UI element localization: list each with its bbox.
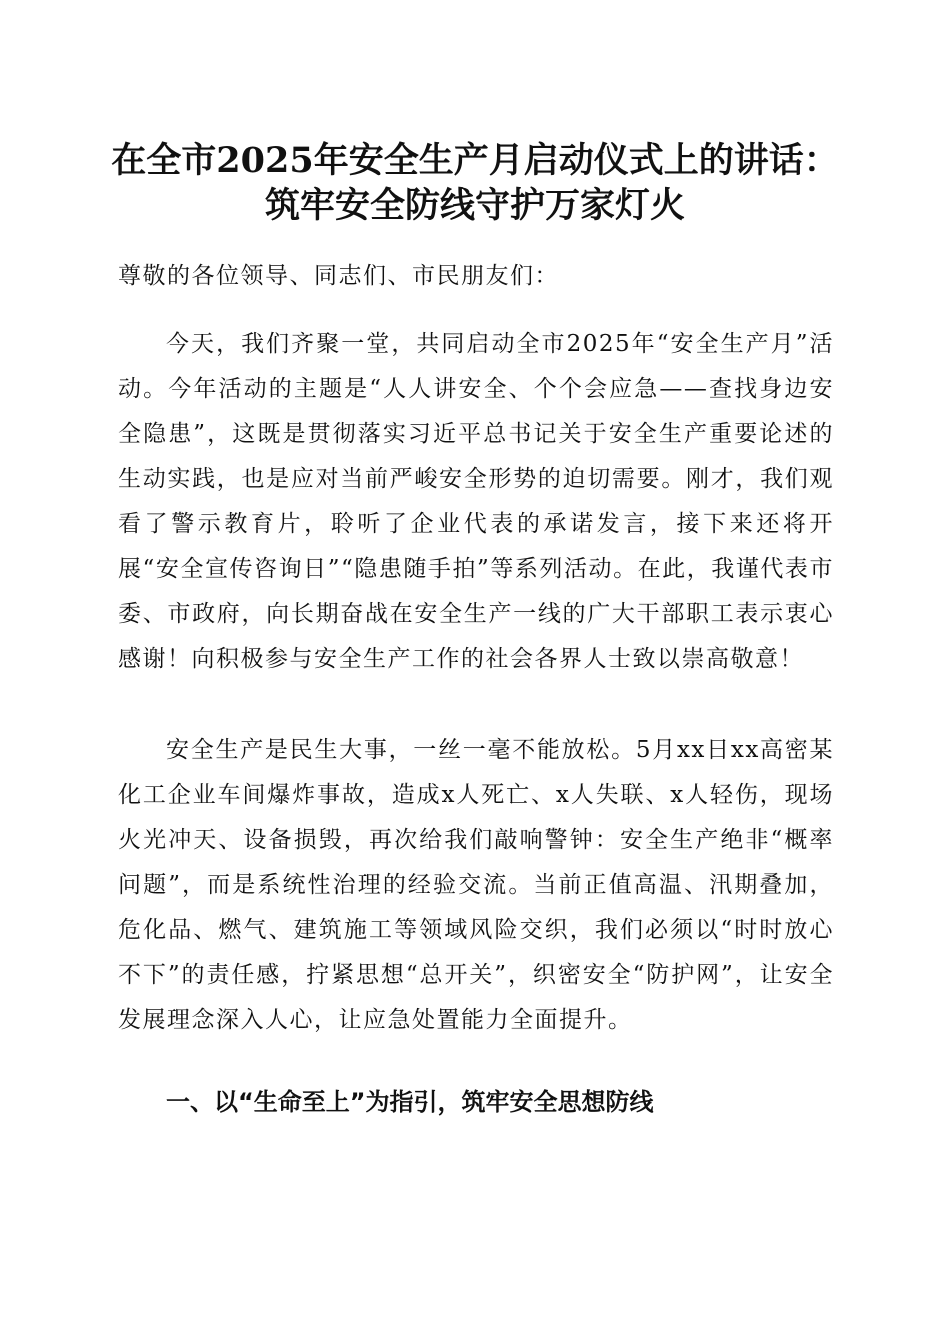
section-heading-1: 一、以“生命至上”为指引，筑牢安全思想防线	[166, 1088, 654, 1116]
salutation: 尊敬的各位领导、同志们、市民朋友们：	[118, 263, 559, 289]
paragraph-1: 今天，我们齐聚一堂，共同启动全市2025年“安全生产月”活动。今年活动的主题是“人人讲安全、个个会应急——查找身边安全隐患”，这既是贯彻落实习近平总书记关于安全生产重要论述的生动实践，也是应对当前严峻安全形势的迫切需要。刚才，我们观看了警示教育片，聆听了企业代表的承诺发言，接下来还将开展“安全宣传咨询日”“隐患随手拍”等系列活动。在此，我谨代表市委、市政府，向长期奋战在安全生产一线的广大干部职工表示衷心感谢！向积极参与安全生产工作的社会各界人士致以崇高敬意！	[118, 331, 834, 672]
title-line-1: 在全市2025年安全生产月启动仪式上的讲话：	[111, 140, 839, 181]
paragraph-2: 安全生产是民生大事，一丝一毫不能放松。5月xx日xx高密某化工企业车间爆炸事故，造成x人死亡、x人失联、x人轻伤，现场火光冲天、设备损毁，再次给我们敲响警钟：安全生产绝非“概率问题”，而是系统性治理的经验交流。当前正值高温、汛期叠加，危化品、燃气、建筑施工等领域风险交织，我们必须以“时时放心不下”的责任感，拧紧思想“总开关”，织密安全“防护网”，让安全发展理念深入人心，让应急处置能力全面提升。	[118, 737, 834, 1033]
title-line-2: 筑牢安全防线守护万家灯火	[264, 185, 685, 226]
